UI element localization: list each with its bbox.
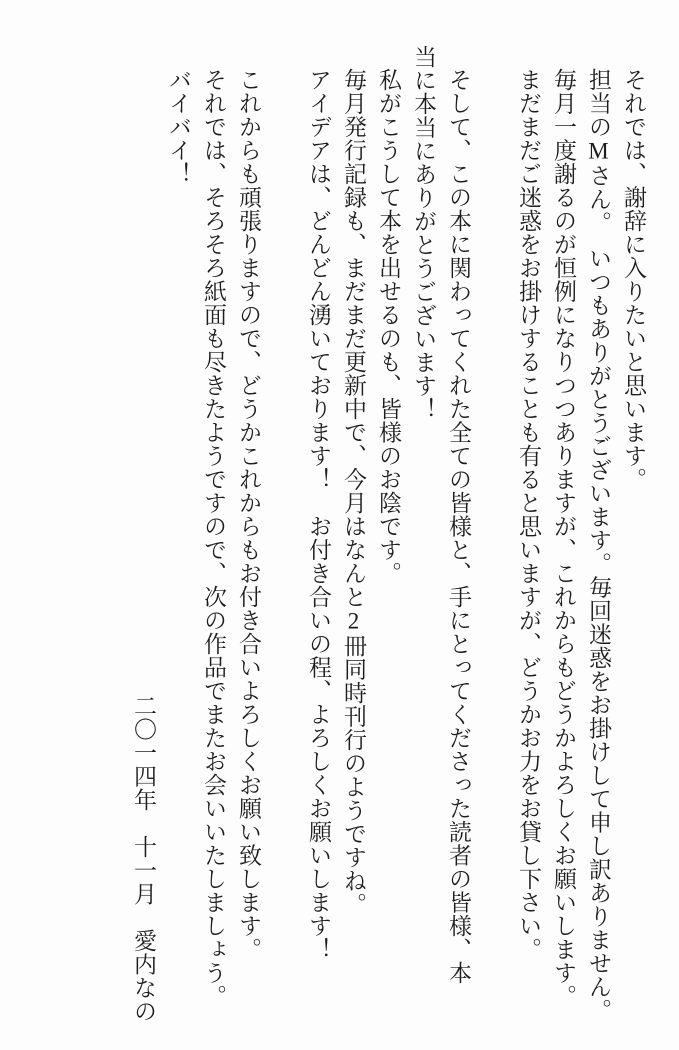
- afterword-line-continuation: 当に本当にありがとうございます！: [411, 45, 436, 421]
- afterword-line: そして、この本に関わってくれた全ての皆様と、手にとってくださった読者の皆様、本: [446, 68, 471, 985]
- afterword-line: それでは、謝辞に入りたいと思います。: [621, 68, 646, 491]
- afterword-line: 私がこうして本を出せるのも、皆様のお陰です。: [376, 68, 401, 585]
- afterword-line: 担当のMさん。 いつもありがとうございます。毎回迷惑をお掛けして申し訳ありません。: [586, 68, 611, 1022]
- afterword-text: [126, 45, 651, 1037]
- afterword-line: まだまだご迷惑をお掛けすることも有ると思いますが、どうかお力をお貸し下さい。: [516, 68, 541, 961]
- afterword-line: バイバイ！: [166, 68, 191, 186]
- afterword-line: アイデアは、どんどん湧いております！ お付き合いの程、よろしくお願いします！: [306, 68, 331, 961]
- afterword-line: 毎月一度謝るのが恒例になりつつありますが、これからもどうかよろしくお願いします。: [551, 68, 576, 1008]
- afterword-line: 毎月発行記録も、まだまだ更新中で、今月はなんと2冊同時刊行のようですね。: [341, 68, 366, 916]
- signature-line: 二〇一四年 十一月 愛内なの: [131, 694, 156, 1023]
- afterword-line: これからも頑張りますので、どうかこれからもお付き合いよろしくお願い致します。: [236, 68, 261, 961]
- afterword-line: それでは、そろそろ紙面も尽きたようですので、次の作品でまたお会いいたしましょう。: [201, 68, 226, 1008]
